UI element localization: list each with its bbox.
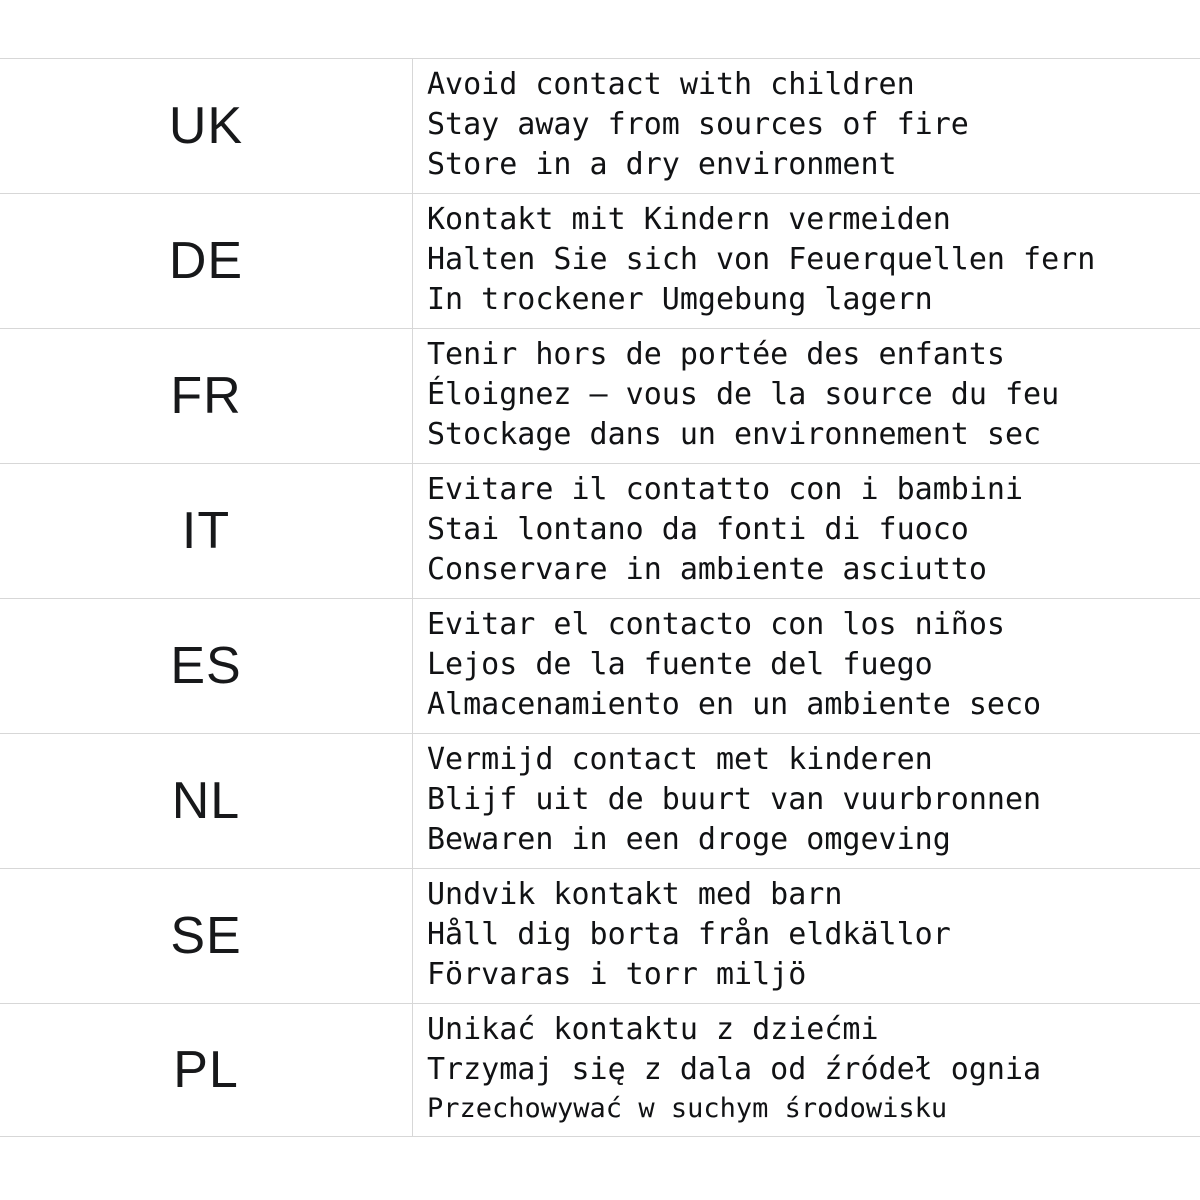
language-code-label: NL	[171, 772, 241, 830]
warning-text-cell	[413, 1004, 1200, 1137]
warning-text-cell	[413, 194, 1200, 329]
warning-line: Evitar el contacto con los niños	[427, 607, 1005, 642]
language-code-cell	[0, 869, 413, 1004]
language-code-cell	[0, 1004, 413, 1137]
language-code-label: IT	[181, 502, 231, 560]
warning-line: Tenir hors de portée des enfants	[427, 337, 1005, 372]
language-code-label: UK	[168, 97, 244, 155]
warning-line: Stay away from sources of fire	[427, 107, 969, 142]
warning-line: In trockener Umgebung lagern	[427, 282, 933, 317]
warning-line: Éloignez – vous de la source du feu	[427, 377, 1060, 412]
warning-line: Lejos de la fuente del fuego	[427, 647, 933, 682]
table-row	[0, 599, 1200, 734]
table-row	[0, 734, 1200, 869]
warning-line: Stai lontano da fonti di fuoco	[427, 512, 969, 547]
language-code-label: FR	[170, 367, 242, 425]
warning-line: Przechowywać w suchym środowisku	[427, 1093, 948, 1124]
table-row	[0, 329, 1200, 464]
warning-line: Store in a dry environment	[427, 147, 897, 182]
warning-line: Stockage dans un environnement sec	[427, 417, 1042, 452]
table-row	[0, 1004, 1200, 1137]
language-code-cell	[0, 194, 413, 329]
warning-line: Conservare in ambiente asciutto	[427, 552, 987, 587]
language-code-label: DE	[168, 232, 244, 290]
table-row	[0, 59, 1200, 194]
warning-line: Unikać kontaktu z dziećmi	[427, 1012, 879, 1047]
top-margin	[0, 0, 1200, 1]
bottom-margin	[0, 1148, 1200, 1200]
warning-line: Undvik kontakt med barn	[427, 877, 843, 912]
language-code-label: ES	[170, 637, 242, 695]
warning-line: Förvaras i torr miljö	[427, 957, 807, 992]
warning-line: Avoid contact with children	[427, 67, 915, 102]
warning-text-cell	[413, 329, 1200, 464]
warning-text-cell	[413, 734, 1200, 869]
language-code-cell	[0, 599, 413, 734]
warning-text-cell	[413, 869, 1200, 1004]
warning-line: Håll dig borta från eldkällor	[427, 917, 951, 952]
language-code-label: SE	[170, 907, 242, 965]
table-row	[0, 464, 1200, 599]
warning-line: Kontakt mit Kindern vermeiden	[427, 202, 951, 237]
warning-text-cell	[413, 59, 1200, 194]
warning-line: Almacenamiento en un ambiente seco	[427, 687, 1042, 722]
language-code-cell	[0, 329, 413, 464]
table-row	[0, 194, 1200, 329]
warning-line: Blijf uit de buurt van vuurbronnen	[427, 782, 1042, 817]
warning-line: Evitare il contatto con i bambini	[427, 472, 1024, 507]
warning-line: Trzymaj się z dala od źródeł ognia	[427, 1052, 1042, 1087]
language-code-cell	[0, 464, 413, 599]
warning-line: Bewaren in een droge omgeving	[427, 822, 951, 857]
language-code-cell	[0, 59, 413, 194]
language-code-label: PL	[173, 1041, 239, 1099]
warning-line: Vermijd contact met kinderen	[427, 742, 933, 777]
warning-line: Halten Sie sich von Feuerquellen fern	[427, 242, 1096, 277]
warning-text-cell	[413, 599, 1200, 734]
table-row	[0, 869, 1200, 1004]
language-code-cell	[0, 734, 413, 869]
warning-text-cell	[413, 464, 1200, 599]
multilingual-warning-table	[0, 58, 1200, 1137]
